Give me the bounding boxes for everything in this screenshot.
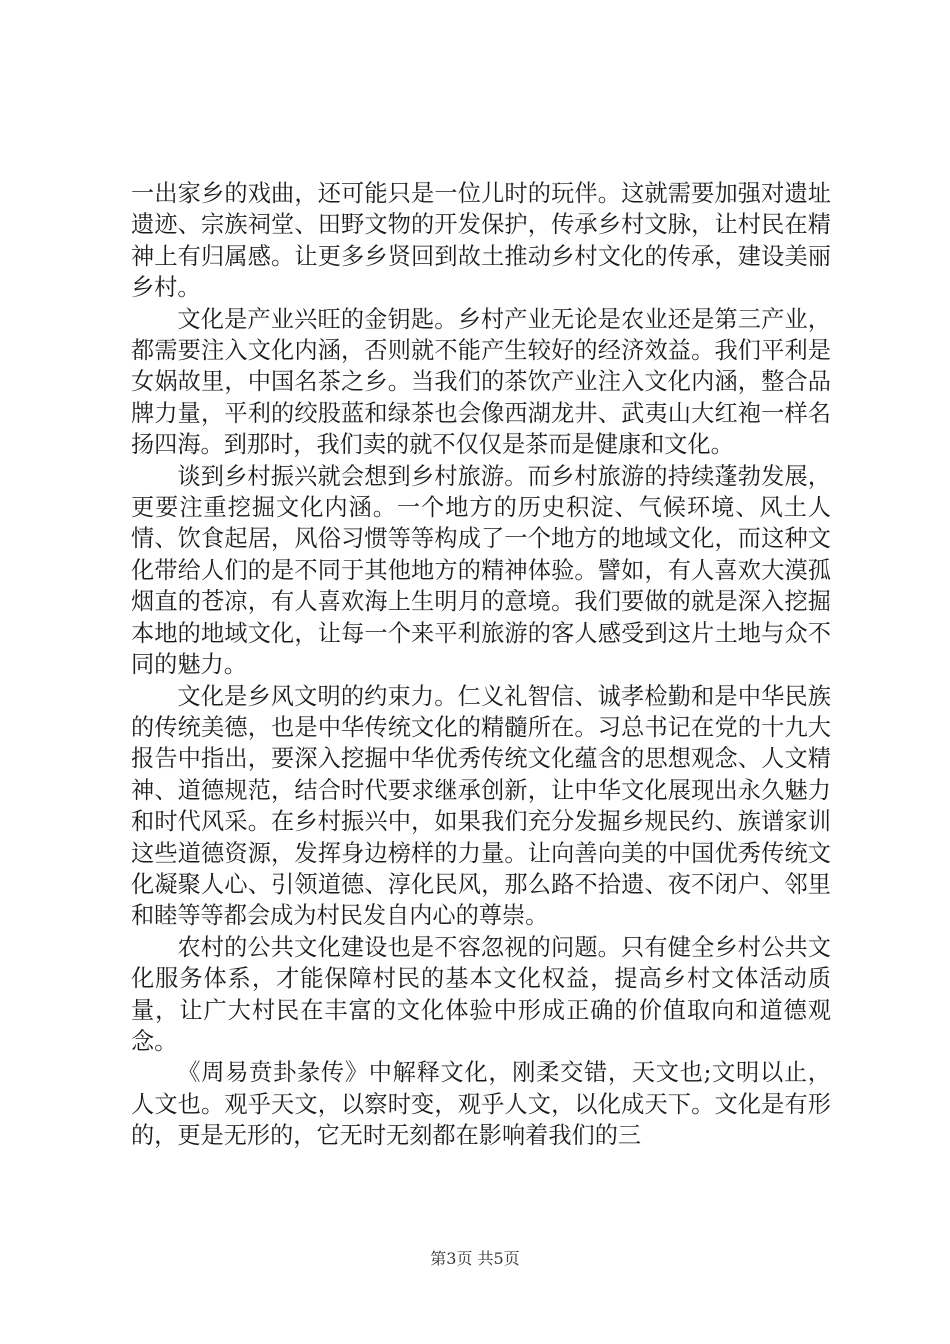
paragraph-1: 一出家乡的戏曲，还可能只是一位儿时的玩伴。这就需要加强对遗址遗迹、宗族祠堂、田野文物的开发保护，传承乡村文脉，让村民在精神上有归属感。让更多乡贤回到故土推动乡村文化的传承，建设美丽乡村。 xyxy=(131,180,831,302)
paragraph-2: 文化是产业兴旺的金钥匙。乡村产业无论是农业还是第三产业，都需要注入文化内涵，否则就不能产生较好的经济效益。我们平利是女娲故里，中国名茶之乡。当我们的茶饮产业注入文化内涵，整合品牌力量，平利的绞股蓝和绿茶也会像西湖龙井、武夷山大红袍一样名扬四海。到那时，我们卖的就不仅仅是茶而是健康和文化。 xyxy=(131,305,831,459)
document-body xyxy=(131,178,831,1152)
page-number-footer: 第3页 共5页 xyxy=(430,1249,520,1268)
paragraph-3: 谈到乡村振兴就会想到乡村旅游。而乡村旅游的持续蓬勃发展，更要注重挖掘文化内涵。一个地方的历史积淀、气候环境、风土人情、饮食起居，风俗习惯等等构成了一个地方的地域文化，而这种文化带给人们的是不同于其他地方的精神体验。譬如，有人喜欢大漠孤烟直的苍凉，有人喜欢海上生明月的意境。我们要做的就是深入挖掘本地的地域文化，让每一个来平利旅游的客人感受到这片土地与众不同的魅力。 xyxy=(131,462,831,679)
paragraph-6: 《周易贲卦彖传》中解释文化，刚柔交错，天文也;文明以止，人文也。观乎天文，以察时变，观乎人文，以化成天下。文化是有形的，更是无形的，它无时无刻都在影响着我们的三 xyxy=(131,1059,831,1150)
paragraph-5: 农村的公共文化建设也是不容忽视的问题。只有健全乡村公共文化服务体系，才能保障村民的基本文化权益，提高乡村文体活动质量，让广大村民在丰富的文化体验中形成正确的价值取向和道德观念。 xyxy=(131,933,831,1055)
paragraph-4: 文化是乡风文明的约束力。仁义礼智信、诚孝检勤和是中华民族的传统美德，也是中华传统文化的精髓所在。习总书记在党的十九大报告中指出，要深入挖掘中华优秀传统文化蕴含的思想观念、人文精神、道德规范，结合时代要求继承创新，让中华文化展现出永久魅力和时代风采。在乡村振兴中，如果我们充分发掘乡规民约、族谱家训这些道德资源，发挥身边榜样的力量。让向善向美的中国优秀传统文化凝聚人心、引领道德、淳化民风，那么路不拾遗、夜不闭户、邻里和睦等等都会成为村民发自内心的尊崇。 xyxy=(131,682,831,930)
